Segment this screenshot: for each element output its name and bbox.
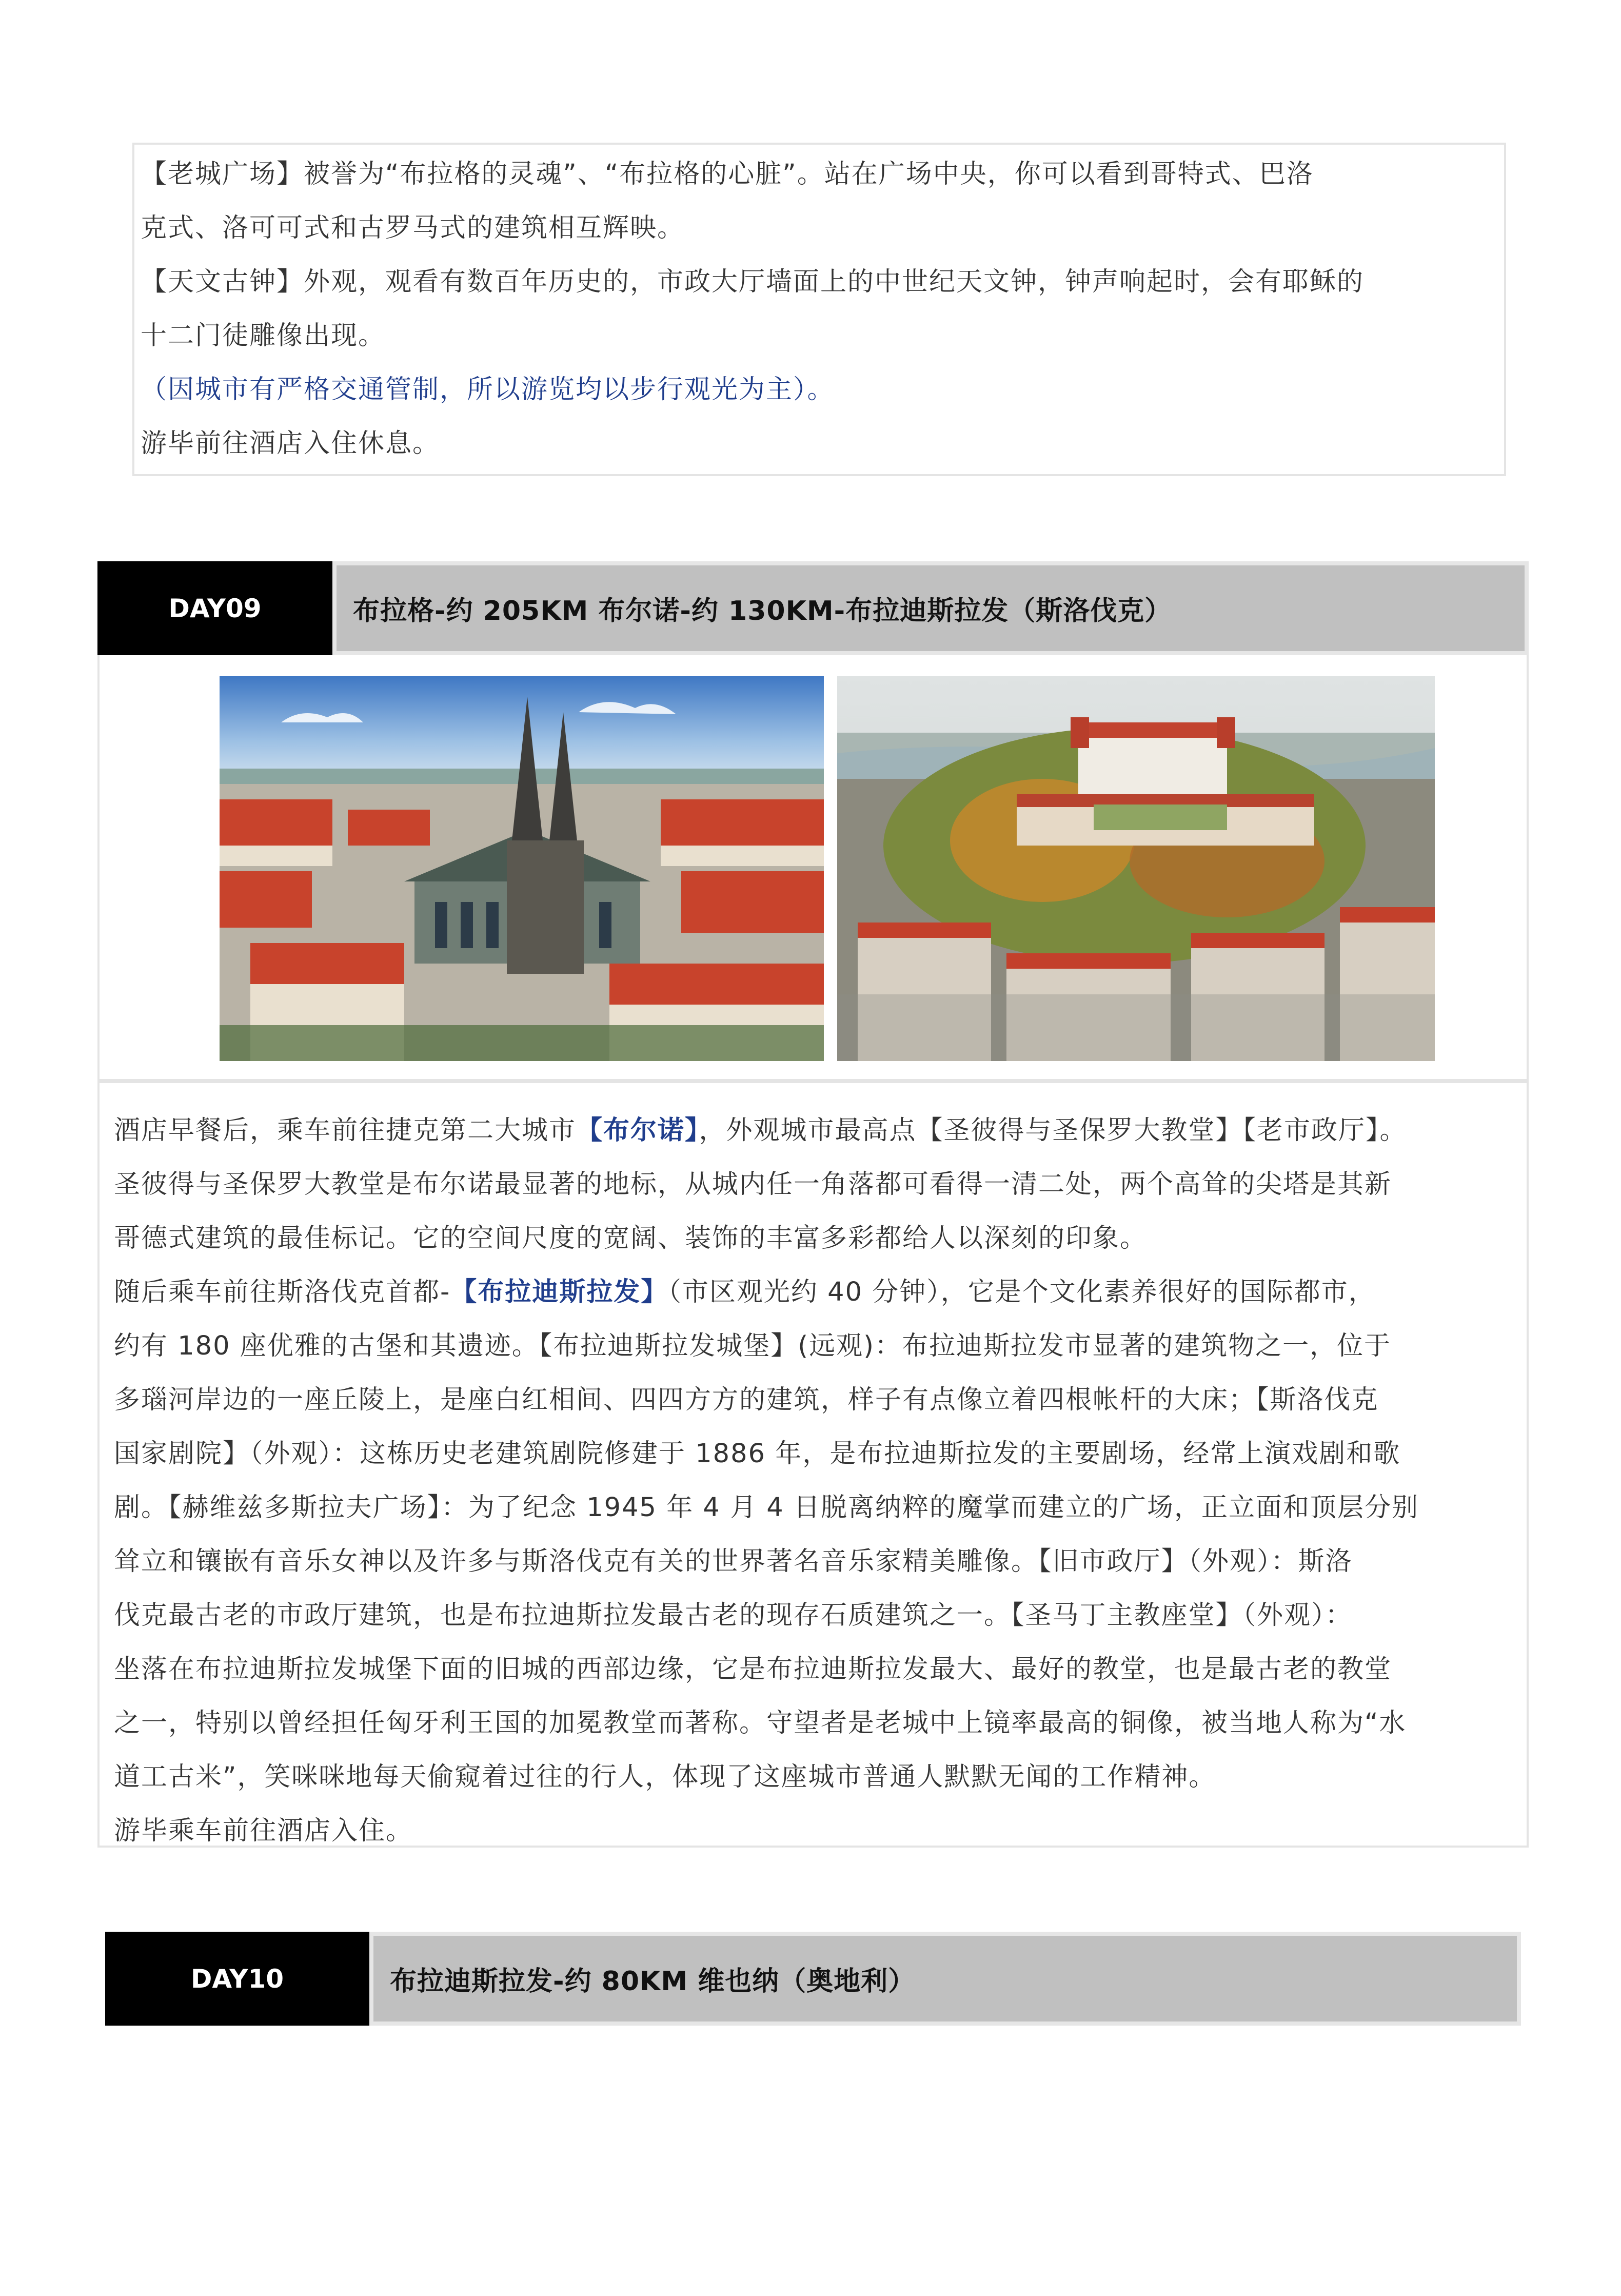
day-tag: DAY10 [105,1932,369,2026]
day-tag: DAY09 [97,561,332,655]
day09-description [97,1081,1529,1848]
text-segment: ，外观城市最高点【圣彼得与圣保罗大教堂】【老市政厅】。 [699,1115,1407,1146]
text-segment: 多瑙河岸边的一座丘陵上，是座白红相间、四四方方的建筑，样子有点像立着四根帐杆的大床；【斯洛伐克 [114,1385,1379,1415]
bratislava-castle-photo [837,676,1435,1061]
text-segment: 圣彼得与圣保罗大教堂是布尔诺最显著的地标，从城内任一角落都可看得一清二处，两个高耸的尖塔是其新 [114,1169,1392,1200]
text-segment: 游毕乘车前往酒店入住。 [114,1816,413,1846]
day09-header [97,561,1529,655]
text-segment: 坐落在布拉迪斯拉发城堡下面的旧城的西部边缘，它是布拉迪斯拉发最大、最好的教堂，也是最古老的教堂 [114,1654,1392,1684]
text-segment: 之一，特别以曾经担任匈牙利王国的加冕教堂而著称。守望者是老城中上镜率最高的铜像，被当地人称为“水 [114,1708,1407,1738]
day09-text-line [114,1157,1527,1211]
day-title: 布拉格-约 205KM 布尔诺-约 130KM-布拉迪斯拉发（斯洛伐克） [332,561,1529,655]
day10-header [105,1932,1521,2026]
highlighted-destination: 【布拉迪斯拉发】 [450,1277,668,1307]
day09-text-line [114,1750,1527,1804]
brno-cathedral-photo [220,676,824,1061]
day09-text-line [114,1373,1527,1427]
day09-text-line [114,1319,1527,1373]
day09-text-line [114,1104,1527,1157]
highlighted-destination: 【布尔诺】 [576,1115,699,1146]
day09-text-line [114,1642,1527,1696]
text-segment: （市区观光约 40 分钟），它是个文化素养很好的国际都市， [668,1277,1376,1307]
text-line: 十二门徒雕像出现。 [141,321,386,351]
day-title: 布拉迪斯拉发-约 80KM 维也纳（奥地利） [369,1932,1521,2026]
text-segment: 约有 180 座优雅的古堡和其遗迹。【布拉迪斯拉发城堡】(远观)：布拉迪斯拉发市显著的建筑物之一，位于 [114,1331,1392,1361]
day08-continuation-block [132,143,1506,476]
traffic-note: （因城市有严格交通管制，所以游览均以步行观光为主）。 [141,375,835,405]
text-segment: 伐克最古老的市政厅建筑，也是布拉迪斯拉发最古老的现存石质建筑之一。【圣马丁主教座堂】（外观）： [114,1600,1353,1631]
text-segment: 耸立和镶嵌有音乐女神以及许多与斯洛伐克有关的世界著名音乐家精美雕像。【旧市政厅】（外观）：斯洛 [114,1546,1353,1577]
text-line: 游毕前往酒店入住休息。 [141,428,440,459]
text-segment: 道工古米”，笑咪咪地每天偷窥着过往的行人，体现了这座城市普通人默默无闻的工作精神。 [114,1762,1216,1792]
text-line: 【老城广场】被誉为“布拉格的灵魂”、“布拉格的心脏”。站在广场中央，你可以看到哥特式、巴洛 [141,159,1314,189]
day09-text-line [114,1211,1527,1265]
day09-text-line [114,1481,1527,1535]
day09-text-line [114,1535,1527,1588]
day09-text-line [114,1696,1527,1750]
text-line: 【天文古钟】外观，观看有数百年历史的，市政大厅墙面上的中世纪天文钟，钟声响起时，会有耶稣的 [141,267,1365,297]
text-line: 克式、洛可可式和古罗马式的建筑相互辉映。 [141,213,685,243]
text-segment: 随后乘车前往斯洛伐克首都- [114,1277,451,1307]
day09-text-line [114,1804,1527,1858]
day09-text-line [114,1265,1527,1319]
text-segment: 哥德式建筑的最佳标记。它的空间尺度的宽阔、装饰的丰富多彩都给人以深刻的印象。 [114,1223,1148,1253]
text-segment: 国家剧院】（外观）：这栋历史老建筑剧院修建于 1886 年，是布拉迪斯拉发的主要剧场，经常上演戏剧和歌 [114,1439,1401,1469]
day09-text-line [114,1588,1527,1642]
text-segment: 剧。【赫维兹多斯拉夫广场】：为了纪念 1945 年 4 月 4 日脱离纳粹的魔掌而建立的广场，正立面和顶层分别 [114,1493,1419,1523]
day09-text-line [114,1427,1527,1481]
text-segment: 酒店早餐后，乘车前往捷克第二大城市 [114,1115,577,1146]
